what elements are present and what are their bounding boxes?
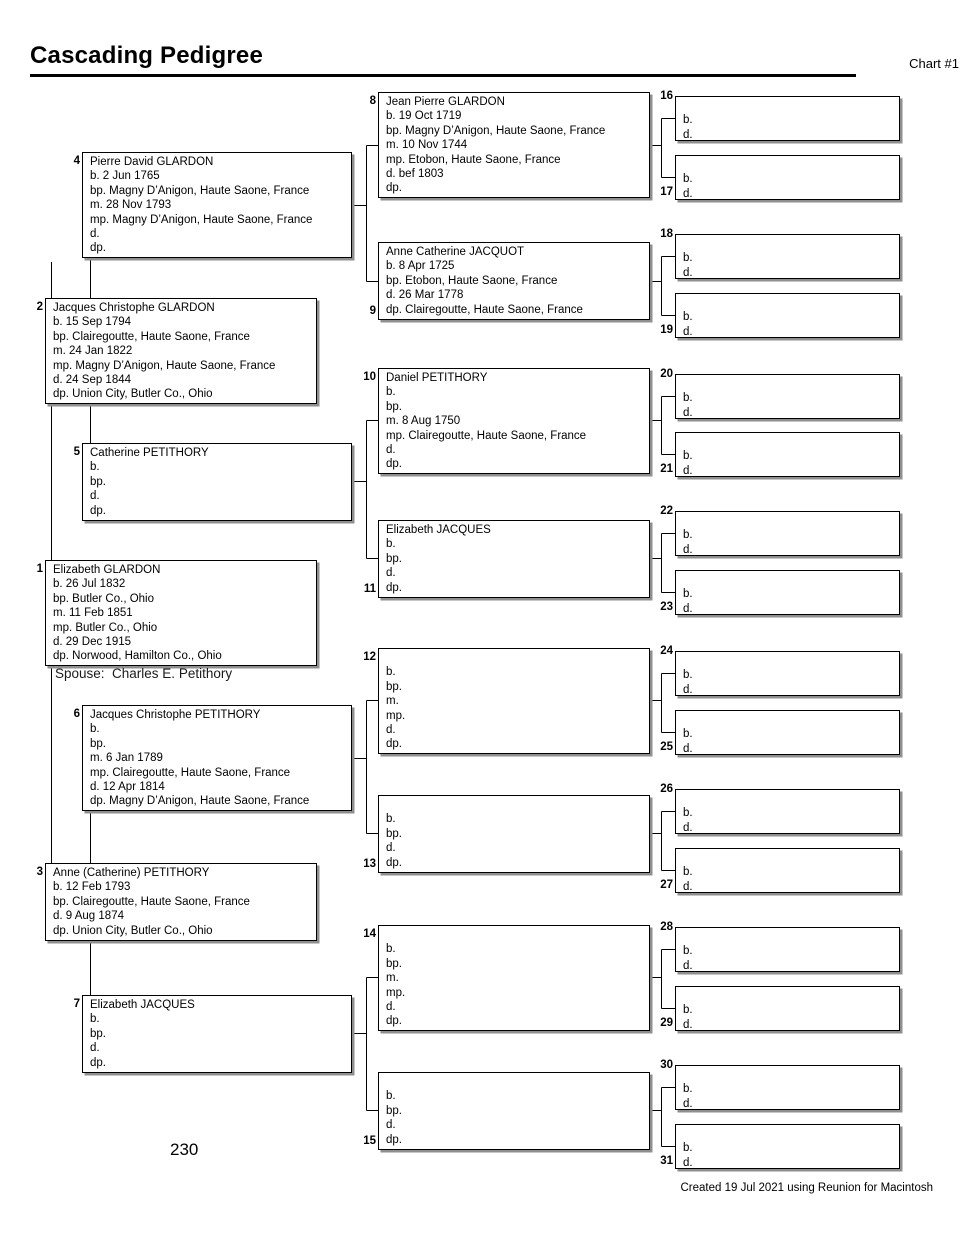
person-field: dp. Clairegoutte, Haute Saone, France: [386, 303, 583, 316]
spouse-note: Spouse: Charles E. Petithory: [55, 666, 233, 681]
person-field: d.: [683, 266, 693, 279]
person-name: Anne Catherine JACQUOT: [386, 246, 525, 258]
person-field: dp.: [90, 1056, 106, 1069]
person-name: [683, 930, 895, 944]
person-name: [683, 654, 895, 668]
person-field: bp. Magny D’Anigon, Haute Saone, France: [90, 184, 310, 197]
person-field: dp.: [386, 581, 402, 594]
person-number-11: 11: [363, 583, 376, 595]
person-field: m. 6 Jan 1789: [90, 752, 163, 765]
person-fields: [683, 668, 895, 697]
person-field: b.: [683, 1142, 693, 1155]
person-field: d. bef 1803: [386, 167, 444, 180]
person-box-9: [378, 242, 650, 320]
person-field: d.: [683, 128, 693, 141]
person-number-14: 14: [363, 928, 376, 940]
person-field: b.: [683, 1004, 693, 1017]
person-fields: [683, 391, 895, 420]
person-fields: [683, 727, 895, 756]
person-field: d.: [683, 1097, 693, 1110]
person-number-26: 26: [660, 783, 673, 795]
person-fields: [683, 251, 895, 280]
person-field: dp.: [386, 1015, 402, 1028]
person-field: b. 15 Sep 1794: [53, 316, 132, 329]
person-field: m. 24 Jan 1822: [53, 345, 133, 358]
person-field: b.: [90, 1013, 100, 1026]
gen4-parent-brackets: [650, 119, 675, 1147]
person-box-31: [675, 1124, 900, 1169]
person-number-15: 15: [363, 1135, 376, 1147]
person-field: bp. Butler Co., Ohio: [53, 592, 154, 605]
person-box-2: [45, 298, 317, 404]
person-fields: [683, 1141, 895, 1170]
page-title: Cascading Pedigree: [30, 42, 264, 69]
person-field: bp.: [386, 1104, 402, 1117]
person-field: dp.: [90, 242, 106, 255]
person-name: Jacques Christophe PETITHORY: [90, 709, 261, 721]
person-field: d.: [683, 821, 693, 834]
person-field: b. 8 Apr 1725: [386, 260, 455, 273]
person-field: b.: [683, 173, 693, 186]
person-name: [683, 377, 895, 391]
person-name: Elizabeth JACQUES: [386, 524, 491, 536]
person-box-8: [378, 92, 650, 198]
person-field: bp.: [90, 737, 106, 750]
person-fields: [90, 460, 347, 518]
person-fields: [683, 113, 895, 142]
person-field: d.: [683, 880, 693, 893]
person-field: b. 12 Feb 1793: [53, 881, 131, 894]
person-field: d. 12 Apr 1814: [90, 780, 165, 793]
person-name: [683, 99, 895, 113]
person-number-31: 31: [660, 1155, 673, 1167]
person-field: d.: [683, 325, 693, 338]
person-fields: [683, 944, 895, 973]
person-field: bp. Clairegoutte, Haute Saone, France: [53, 895, 250, 908]
footer-credit: Created 19 Jul 2021 using Reunion for Macintosh: [680, 1182, 933, 1194]
person-number-25: 25: [660, 741, 673, 753]
person-name: Elizabeth JACQUES: [90, 999, 195, 1011]
person-fields: [386, 259, 645, 317]
person-fields: [386, 942, 645, 1028]
person-field: bp.: [386, 552, 402, 565]
person-name: [683, 237, 895, 251]
person-number-20: 20: [660, 368, 673, 380]
person-field: b.: [90, 461, 100, 474]
person-field: d. 9 Aug 1874: [53, 910, 124, 923]
person-field: b. 26 Jul 1832: [53, 578, 126, 591]
person-field: b.: [683, 945, 693, 958]
page-number: 230: [170, 1140, 199, 1159]
person-box-17: [675, 155, 900, 200]
person-fields: [386, 1089, 645, 1147]
person-field: m. 8 Aug 1750: [386, 415, 461, 428]
person-box-30: [675, 1065, 900, 1110]
person-box-4: [82, 152, 352, 258]
person-number-8: 8: [369, 95, 376, 107]
person-field: mp. Etobon, Haute Saone, France: [386, 153, 561, 166]
person-field: d.: [683, 602, 693, 615]
person-box-7: [82, 995, 352, 1073]
person-field: mp. Clairegoutte, Haute Saone, France: [90, 766, 291, 779]
person-fields: [90, 722, 347, 808]
person-fields: [90, 1012, 347, 1070]
person-field: m. 11 Feb 1851: [53, 607, 133, 620]
person-field: d.: [386, 443, 396, 456]
person-number-13: 13: [363, 858, 376, 870]
person-name: [683, 514, 895, 528]
person-field: b.: [386, 1090, 396, 1103]
person-field: d.: [386, 1000, 396, 1013]
person-field: mp. Magny D’Anigon, Haute Saone, France: [53, 359, 276, 372]
person-field: b.: [386, 538, 396, 551]
person-box-6: [82, 705, 352, 811]
person-box-24: [675, 651, 900, 696]
person-fields: [386, 109, 645, 195]
person-name: [683, 989, 895, 1003]
person-field: d.: [683, 464, 693, 477]
person-field: b.: [683, 311, 693, 324]
person-field: d.: [90, 1042, 100, 1055]
person-field: d.: [683, 187, 693, 200]
person-number-27: 27: [660, 879, 673, 891]
person-field: b.: [683, 728, 693, 741]
person-field: bp. Etobon, Haute Saone, France: [386, 274, 558, 287]
person-field: dp.: [386, 738, 402, 751]
person-name: Jean Pierre GLARDON: [386, 96, 505, 108]
person-field: mp. Clairegoutte, Haute Saone, France: [386, 429, 587, 442]
person-box-11: [378, 520, 650, 598]
person-field: d. 26 Mar 1778: [386, 289, 464, 302]
person-field: d.: [90, 490, 100, 503]
person-field: b.: [683, 450, 693, 463]
person-field: b.: [683, 1083, 693, 1096]
person-field: dp. Norwood, Hamilton Co., Ohio: [53, 650, 222, 663]
person-name: Pierre David GLARDON: [90, 156, 214, 168]
person-name: [683, 792, 895, 806]
person-fields: [683, 1003, 895, 1032]
person-field: bp.: [386, 957, 402, 970]
person-fields: [683, 1082, 895, 1111]
person-field: b. 2 Jun 1765: [90, 170, 160, 183]
person-number-29: 29: [660, 1017, 673, 1029]
person-number-2: 2: [36, 301, 43, 313]
person-fields: [386, 385, 645, 471]
person-field: b.: [683, 588, 693, 601]
person-field: d.: [683, 683, 693, 696]
person-field: mp. Magny D’Anigon, Haute Saone, France: [90, 213, 313, 226]
person-fields: [683, 806, 895, 835]
person-number-28: 28: [660, 921, 673, 933]
person-name: [683, 158, 895, 172]
person-box-22: [675, 511, 900, 556]
person-field: d.: [386, 842, 396, 855]
person-field: d.: [683, 406, 693, 419]
person-fields: [90, 169, 347, 255]
person-field: dp.: [386, 856, 402, 869]
person-field: b.: [683, 252, 693, 265]
person-number-5: 5: [73, 446, 80, 458]
person-name: Elizabeth GLARDON: [53, 564, 161, 576]
person-box-27: [675, 848, 900, 893]
person-field: dp. Union City, Butler Co., Ohio: [53, 924, 213, 937]
person-name: [386, 651, 645, 665]
person-field: d.: [683, 543, 693, 556]
gen3-parent-brackets: [352, 146, 378, 1111]
person-number-6: 6: [73, 708, 80, 720]
person-field: dp.: [386, 458, 402, 471]
person-number-7: 7: [73, 998, 80, 1010]
person-field: bp. Magny D’Anigon, Haute Saone, France: [386, 124, 606, 137]
person-name: [386, 798, 645, 812]
person-number-17: 17: [660, 186, 673, 198]
person-number-16: 16: [660, 90, 673, 102]
person-fields: [53, 577, 312, 663]
person-name: [683, 1068, 895, 1082]
person-field: dp. Union City, Butler Co., Ohio: [53, 388, 213, 401]
person-name: Jacques Christophe GLARDON: [53, 302, 215, 314]
person-field: bp.: [386, 827, 402, 840]
person-name: [683, 435, 895, 449]
person-field: mp.: [386, 709, 406, 722]
person-number-4: 4: [73, 155, 80, 167]
person-box-5: [82, 443, 352, 521]
person-field: d.: [386, 723, 396, 736]
person-field: d. 24 Sep 1844: [53, 373, 132, 386]
person-number-12: 12: [363, 651, 376, 663]
person-number-9: 9: [369, 305, 376, 317]
person-number-23: 23: [660, 601, 673, 613]
person-number-10: 10: [363, 371, 376, 383]
person-number-24: 24: [660, 645, 673, 657]
person-fields: [53, 315, 312, 401]
person-field: b. 19 Oct 1719: [386, 110, 462, 123]
person-name: Daniel PETITHORY: [386, 372, 488, 384]
person-field: d.: [386, 567, 396, 580]
person-field: b.: [90, 723, 100, 736]
person-number-18: 18: [660, 228, 673, 240]
person-name: [683, 1127, 895, 1141]
person-field: bp.: [386, 680, 402, 693]
person-field: b.: [386, 943, 396, 956]
person-field: b.: [386, 813, 396, 826]
person-name: [683, 851, 895, 865]
person-field: bp.: [386, 400, 402, 413]
person-fields: [683, 865, 895, 894]
person-field: m. 10 Nov 1744: [386, 139, 468, 152]
person-box-25: [675, 710, 900, 755]
person-fields: [683, 172, 895, 201]
person-box-21: [675, 432, 900, 477]
person-field: b.: [683, 866, 693, 879]
person-number-1: 1: [36, 563, 43, 575]
person-field: dp.: [386, 182, 402, 195]
person-box-28: [675, 927, 900, 972]
person-box-10: [378, 368, 650, 474]
person-field: d.: [386, 1119, 396, 1132]
person-field: dp.: [90, 504, 106, 517]
person-field: d. 29 Dec 1915: [53, 635, 132, 648]
person-field: m.: [386, 695, 399, 708]
person-fields: [683, 528, 895, 557]
person-field: m.: [386, 972, 399, 985]
person-box-16: [675, 96, 900, 141]
person-name: Anne (Catherine) PETITHORY: [53, 867, 210, 879]
person-name: Catherine PETITHORY: [90, 447, 209, 459]
person-name: [683, 713, 895, 727]
person-box-14: [378, 925, 650, 1031]
person-field: bp. Clairegoutte, Haute Saone, France: [53, 330, 250, 343]
person-field: d.: [683, 1018, 693, 1031]
person-fields: [386, 537, 645, 595]
person-number-22: 22: [660, 505, 673, 517]
person-box-1: [45, 560, 317, 666]
person-field: d.: [683, 1156, 693, 1169]
person-field: b.: [683, 669, 693, 682]
person-field: dp.: [386, 1133, 402, 1146]
person-fields: [683, 587, 895, 616]
person-number-30: 30: [660, 1059, 673, 1071]
person-box-29: [675, 986, 900, 1031]
person-name: [683, 573, 895, 587]
person-box-15: [378, 1072, 650, 1150]
person-box-19: [675, 293, 900, 338]
person-number-19: 19: [660, 324, 673, 336]
person-number-21: 21: [660, 463, 673, 475]
person-field: bp.: [90, 475, 106, 488]
person-name: [386, 1075, 645, 1089]
person-field: d.: [683, 742, 693, 755]
person-field: d.: [683, 959, 693, 972]
person-field: m. 28 Nov 1793: [90, 199, 172, 212]
person-number-3: 3: [36, 866, 43, 878]
person-fields: [53, 880, 312, 938]
chart-number-label: Chart #1: [909, 56, 959, 71]
person-box-18: [675, 234, 900, 279]
person-field: mp.: [386, 986, 406, 999]
person-fields: [683, 449, 895, 478]
person-box-20: [675, 374, 900, 419]
person-name: [386, 928, 645, 942]
person-fields: [386, 812, 645, 870]
person-field: mp. Butler Co., Ohio: [53, 621, 158, 634]
person-box-26: [675, 789, 900, 834]
person-field: d.: [90, 227, 100, 240]
person-fields: [683, 310, 895, 339]
person-field: b.: [683, 392, 693, 405]
person-field: dp. Magny D’Anigon, Haute Saone, France: [90, 795, 310, 808]
person-box-3: [45, 863, 317, 941]
person-field: b.: [386, 666, 396, 679]
person-field: b.: [683, 114, 693, 127]
person-box-12: [378, 648, 650, 754]
person-field: b.: [683, 807, 693, 820]
person-box-23: [675, 570, 900, 615]
person-field: bp.: [90, 1027, 106, 1040]
person-field: b.: [683, 529, 693, 542]
person-name: [683, 296, 895, 310]
person-box-13: [378, 795, 650, 873]
person-field: b.: [386, 386, 396, 399]
person-fields: [386, 665, 645, 751]
